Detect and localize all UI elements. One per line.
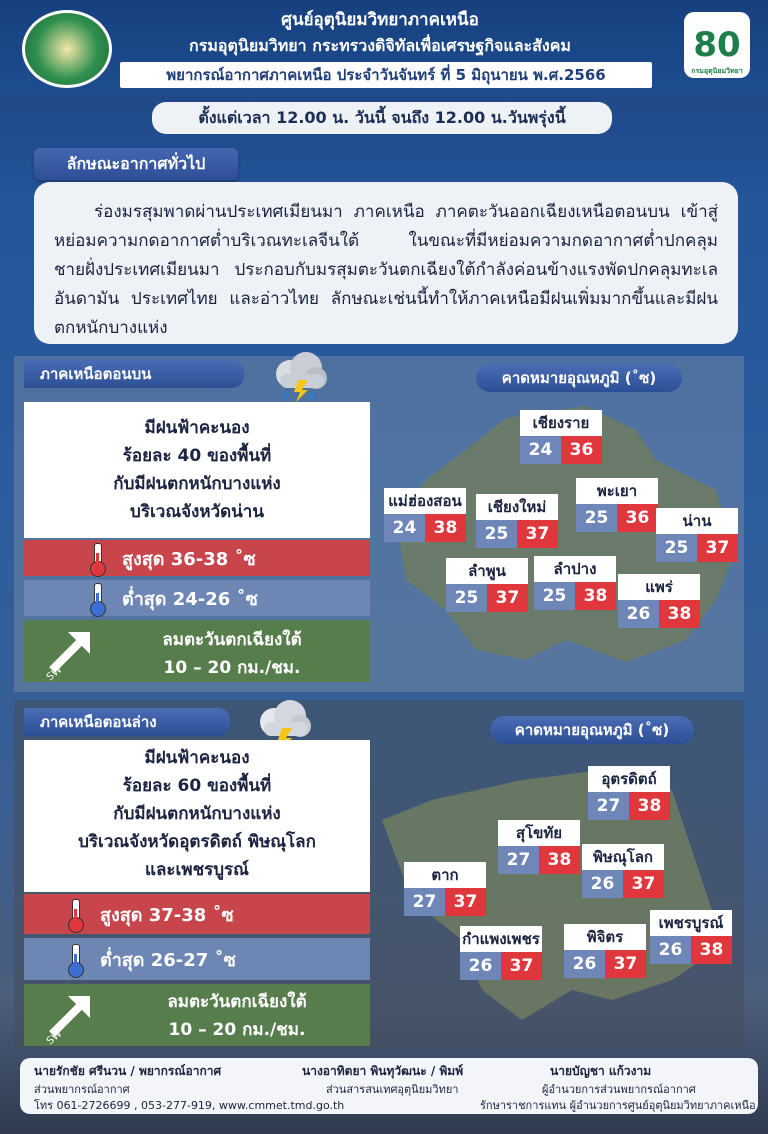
province-name: กำแพงเพชร	[460, 926, 542, 952]
upper-min-temp: ต่ำสุด 24-26 ˚ซ	[122, 588, 258, 610]
director-name: นายบัญชา แก้วงาม	[550, 1064, 652, 1078]
wind-arrow-icon	[40, 988, 98, 1046]
province-max-temp: 38	[691, 936, 732, 964]
lower-province-card	[404, 862, 486, 916]
province-name: พิจิตร	[564, 924, 646, 950]
lower-province-card	[460, 926, 542, 980]
province-max-temp: 37	[445, 888, 486, 916]
lower-max-temp: สูงสุด 37-38 ˚ซ	[100, 904, 234, 926]
footer-credits	[20, 1058, 758, 1114]
province-max-temp: 37	[517, 520, 558, 548]
upper-cond-line1: มีฝนฟ้าคะนอง	[144, 418, 250, 438]
province-name: เชียงราย	[520, 410, 602, 436]
lower-cond-line5: และเพชรบูรณ์	[145, 860, 249, 880]
upper-province-card	[520, 410, 602, 464]
director-acting: รักษาราชการแทน ผู้อำนวยการศูนย์อุตุนิยมวิทยาภาคเหนือ	[480, 1099, 756, 1112]
lower-wind-dir-label: SW	[44, 1028, 65, 1046]
province-temps	[576, 504, 658, 532]
typist-org: ส่วนสารสนเทศอุตุนิยมวิทยา	[326, 1083, 459, 1096]
province-min-temp: 25	[576, 504, 617, 532]
province-temps	[582, 870, 664, 898]
lower-wind-direction: ลมตะวันตกเฉียงใต้	[167, 992, 307, 1012]
province-temps	[446, 584, 528, 612]
province-min-temp: 26	[460, 952, 501, 980]
province-temps	[404, 888, 486, 916]
province-max-temp: 36	[617, 504, 658, 532]
province-temps	[618, 600, 700, 628]
upper-province-card	[576, 478, 658, 532]
province-max-temp: 36	[561, 436, 602, 464]
lower-max-temp-bar	[24, 894, 370, 934]
province-temps	[650, 936, 732, 964]
upper-north-tab: ภาคเหนือตอนบน	[24, 360, 244, 388]
general-weather-box	[34, 182, 738, 344]
province-max-temp: 37	[487, 584, 528, 612]
province-temps	[588, 792, 670, 820]
province-name: น่าน	[656, 508, 738, 534]
header-department: กรมอุตุนิยมวิทยา กระทรวงดิจิทัลเพื่อเศรษฐกิจและสังคม	[189, 36, 571, 55]
tmd-north-logo	[22, 10, 112, 88]
province-max-temp: 38	[659, 600, 700, 628]
upper-cond-line4: บริเวณจังหวัดน่าน	[130, 502, 264, 522]
province-max-temp: 37	[501, 952, 542, 980]
lower-wind-speed: 10 – 20 กม./ชม.	[168, 1020, 306, 1040]
province-min-temp: 25	[534, 582, 575, 610]
thermometer-hot-icon	[90, 543, 104, 573]
province-min-temp: 26	[650, 936, 691, 964]
province-name: พิษณุโลก	[582, 844, 664, 870]
province-min-temp: 24	[384, 514, 425, 542]
lower-min-temp-bar	[24, 938, 370, 980]
lower-map-title: คาดหมายอุณหภูมิ (˚ซ)	[490, 716, 694, 744]
anniversary-logo-caption: กรมอุตุนิยมวิทยา	[691, 67, 743, 75]
province-min-temp: 24	[520, 436, 561, 464]
forecast-period: ตั้งแต่เวลา 12.00 น. วันนี้ จนถึง 12.00 น.วันพรุ่งนี้	[152, 102, 612, 134]
province-temps	[564, 950, 646, 978]
upper-map-title: คาดหมายอุณหภูมิ (˚ซ)	[476, 364, 682, 392]
province-min-temp: 27	[588, 792, 629, 820]
province-temps	[534, 582, 616, 610]
anniversary-logo-number: 80	[693, 25, 741, 65]
upper-max-temp: สูงสุด 36-38 ˚ซ	[122, 548, 256, 570]
lower-cond-line4: บริเวณจังหวัดอุตรดิตถ์ พิษณุโลก	[78, 832, 316, 852]
province-temps	[460, 952, 542, 980]
thunderstorm-icon	[268, 350, 332, 406]
lower-province-card	[498, 820, 580, 874]
typist-name: นางอาทิตยา พินทุวัฒนะ / พิมพ์	[302, 1064, 464, 1078]
province-max-temp: 37	[605, 950, 646, 978]
province-max-temp: 38	[425, 514, 466, 542]
province-temps	[498, 846, 580, 874]
province-min-temp: 26	[618, 600, 659, 628]
upper-province-card	[446, 558, 528, 612]
province-min-temp: 27	[498, 846, 539, 874]
upper-cond-line2: ร้อยละ 40 ของพื้นที่	[122, 446, 272, 466]
upper-wind-dir-label: SW	[44, 664, 65, 682]
lower-province-card	[650, 910, 732, 964]
province-min-temp: 25	[446, 584, 487, 612]
province-max-temp: 38	[575, 582, 616, 610]
upper-province-card	[618, 574, 700, 628]
province-name: เพชรบูรณ์	[650, 910, 732, 936]
upper-condition	[24, 402, 370, 538]
header-forecast-date: พยากรณ์อากาศภาคเหนือ ประจำวันจันทร์ ที่ 5 มิถุนายน พ.ศ.2566	[120, 62, 652, 88]
province-max-temp: 37	[697, 534, 738, 562]
lower-province-card	[564, 924, 646, 978]
province-max-temp: 38	[539, 846, 580, 874]
upper-wind-speed: 10 – 20 กม./ชม.	[163, 658, 301, 678]
lower-min-temp: ต่ำสุด 26-27 ˚ซ	[100, 949, 236, 971]
province-temps	[476, 520, 558, 548]
forecaster-org: ส่วนพยากรณ์อากาศ	[34, 1083, 130, 1096]
province-temps	[384, 514, 466, 542]
province-min-temp: 25	[656, 534, 697, 562]
province-min-temp: 26	[582, 870, 623, 898]
province-name: เชียงใหม่	[476, 494, 558, 520]
thermometer-hot-icon	[68, 899, 82, 929]
province-name: สุโขทัย	[498, 820, 580, 846]
lower-province-card	[582, 844, 664, 898]
header-center-name: ศูนย์อุตุนิยมวิทยาภาคเหนือ	[281, 10, 479, 30]
lower-north-tab: ภาคเหนือตอนล่าง	[24, 708, 230, 736]
province-name: อุตรดิตถ์	[588, 766, 670, 792]
lower-cond-line3: กับมีฝนตกหนักบางแห่ง	[113, 804, 281, 824]
lower-cond-line1: มีฝนฟ้าคะนอง	[144, 748, 250, 768]
wind-arrow-icon	[40, 624, 98, 682]
province-name: ลำปาง	[534, 556, 616, 582]
general-weather-tab: ลักษณะอากาศทั่วไป	[34, 148, 238, 180]
province-min-temp: 26	[564, 950, 605, 978]
province-temps	[520, 436, 602, 464]
province-name: ตาก	[404, 862, 486, 888]
upper-province-card	[656, 508, 738, 562]
province-max-temp: 38	[629, 792, 670, 820]
province-name: แม่ฮ่องสอน	[384, 488, 466, 514]
upper-province-card	[476, 494, 558, 548]
thermometer-cold-icon	[90, 583, 104, 613]
lower-province-card	[588, 766, 670, 820]
province-min-temp: 25	[476, 520, 517, 548]
general-weather-text: ร่องมรสุมพาดผ่านประเทศเมียนมา ภาคเหนือ ภาคตะวันออกเฉียงเหนือตอนบน เข้าสู่หย่อมความกดอากาศต่ำบริเวณทะเลจีนใต้ ในขณะที่มีหย่อมความกดอากาศต่ำปกคลุมชายฝั่งประเทศเมียนมา ประกอบกับมรสุมตะวันตกเฉียงใต้กำลังค่อนข้างแรงพัดปกคลุมทะเลอันดามัน ประเทศไทย และอ่าวไทย ลักษณะเช่นนี้ทำให้ภาคเหนือมีฝนเพิ่มมากขึ้นและมีฝนตกหนักบางแห่ง	[54, 202, 718, 338]
director-title: ผู้อำนวยการส่วนพยากรณ์อากาศ	[542, 1083, 696, 1096]
lower-condition	[24, 740, 370, 892]
lower-cond-line2: ร้อยละ 60 ของพื้นที่	[122, 776, 272, 796]
forecaster-name: นายรักชัย ศรีนวน / พยากรณ์อากาศ	[34, 1064, 222, 1078]
province-name: แพร่	[618, 574, 700, 600]
province-temps	[656, 534, 738, 562]
province-min-temp: 27	[404, 888, 445, 916]
upper-province-card	[534, 556, 616, 610]
upper-min-temp-bar	[24, 580, 370, 616]
province-name: ลำพูน	[446, 558, 528, 584]
province-max-temp: 37	[623, 870, 664, 898]
province-name: พะเยา	[576, 478, 658, 504]
upper-max-temp-bar	[24, 540, 370, 576]
upper-wind-direction: ลมตะวันตกเฉียงใต้	[162, 630, 302, 650]
thermometer-cold-icon	[68, 944, 82, 974]
upper-province-card	[384, 488, 466, 542]
contact-info: โทร 061-2726699 , 053-277-919, www.cmmet.tmd.go.th	[34, 1099, 345, 1112]
upper-cond-line3: กับมีฝนตกหนักบางแห่ง	[113, 474, 281, 494]
